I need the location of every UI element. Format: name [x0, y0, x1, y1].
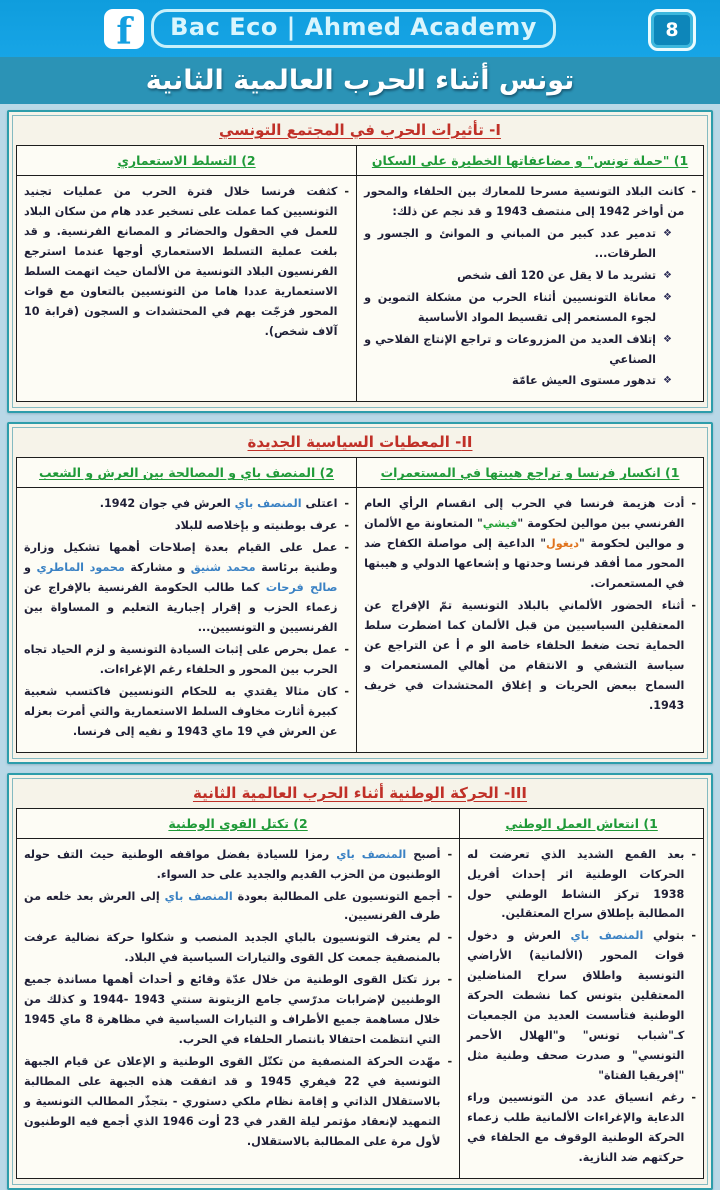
text-run: بعد القمع الشديد الذي تعرضت له الحركات الوطنية اثر إحداث أفريل 1938 تركز النشاط الوطني حول المطالبة بإطلاق سراح المعتقلين. — [467, 847, 685, 921]
diamond-bullet-marker: ❖ — [663, 333, 672, 345]
bullet-text — [364, 494, 684, 594]
column-heading-cell — [357, 146, 704, 176]
dash-bullet-marker: - — [344, 541, 350, 555]
bullet — [467, 1088, 696, 1168]
section-frame — [12, 115, 708, 408]
column-heading: 1) انتعاش العمل الوطني — [505, 815, 658, 831]
bullet-text — [24, 494, 337, 514]
dash-bullet-marker: - — [447, 931, 453, 945]
bullet — [364, 224, 696, 264]
brand-name: Bac Eco | Ahmed Academy — [151, 9, 556, 48]
column-heading: 1) "حملة تونس" و مضاعفاتها الخطيرة على السكان — [371, 153, 689, 168]
dash-bullet-marker: - — [447, 1055, 453, 1068]
text-run: إتلاف العديد من المزروعات و تراجع الإنتاج الفلاحي و الصناعي — [364, 332, 657, 366]
dash-bullet-marker: - — [691, 929, 696, 943]
dash-bullet-marker: - — [691, 497, 696, 511]
highlighted-name: محمد شنيق — [190, 561, 256, 575]
sections-container — [0, 104, 720, 1190]
bullet-text — [24, 970, 440, 1050]
section-frame — [12, 778, 708, 1185]
text-run: كانت البلاد التونسية مسرحا للمعارك بين الحلفاء والمحور من أواخر 1942 إلى منتصف 1943 و قد نجم عن ذلك: — [364, 185, 685, 218]
bullet — [24, 887, 452, 927]
column-content-cell — [17, 838, 460, 1178]
bullet — [24, 640, 349, 680]
text-run: معاناة التونسيين أثناء الحرب من مشكلة التموين و لجوء المستعمر إلى تقسيط المواد الأساسية — [364, 290, 657, 324]
text-run: و — [24, 561, 37, 575]
diamond-bullet-marker: ❖ — [663, 375, 672, 387]
text-run: برز تكتل القوى الوطنية من خلال عدّة وقائع و أحداث أهمها مساندة جميع الوطنيين لإضرابات مدرّسي جامع الزيتونة سنتي 1943 -1944 و كذلك من خلال مساهمة جميع الأطراف و التيارات السياسية في مظاهرة 8 ماي 1945 التي انتظمت احتفالا بانتصار الحلفاء في الحرب. — [24, 973, 441, 1047]
bullet-text — [24, 928, 440, 968]
highlighted-name: المنصف باي — [164, 889, 233, 903]
section-title: III- الحركة الوطنية أثناء الحرب العالمية الثانية — [192, 783, 528, 802]
bullet — [24, 538, 349, 638]
dash-bullet-marker: - — [447, 889, 453, 903]
text-run: فيشي — [482, 517, 518, 531]
bullet-text — [364, 224, 656, 264]
text-run: تدمير عدد كبير من المباني و الموانئ و الجسور و الطرقات... — [364, 226, 657, 260]
bullet-text — [24, 640, 337, 680]
bullet — [24, 182, 349, 342]
section-table — [16, 145, 704, 402]
bullet-text — [24, 538, 337, 638]
highlighted-name: المنصف باي — [570, 929, 644, 943]
dash-bullet-marker: - — [447, 847, 453, 861]
bullet-text — [467, 926, 684, 1086]
bullet — [467, 926, 696, 1086]
dash-bullet-marker: - — [447, 973, 453, 987]
bullet — [364, 182, 696, 222]
bullet — [24, 970, 452, 1050]
text-run: ديغول — [546, 537, 580, 551]
column-content-cell — [17, 488, 357, 752]
bullet-text — [364, 266, 656, 286]
dash-bullet-marker: - — [344, 642, 350, 656]
column-heading: 1) انكسار فرنسا و تراجع هيبتها في المستعمرات — [380, 465, 680, 481]
text-run: رغم انسياق عدد من التونسيين وراء الدعاية والإغراءات الألمانية طلب زعماء الحركة الوطنية الوقوف مع الحلفاء في حركتهم ضد النازية. — [467, 1090, 685, 1164]
bullet-text — [364, 182, 684, 222]
facebook-icon: f — [104, 9, 144, 49]
bullet — [24, 494, 349, 514]
text-run: اعتلى — [301, 497, 338, 511]
highlighted-name: صالح فرحات — [265, 581, 338, 595]
text-run: أصبح — [406, 847, 441, 861]
text-run: تدهور مستوى العيش عامّة — [512, 374, 657, 388]
bullet-text — [24, 1052, 440, 1152]
bullet — [24, 682, 349, 742]
page-title: تونس أثناء الحرب العالمية الثانية — [145, 65, 575, 96]
bullet — [364, 288, 696, 328]
bullet-text — [24, 682, 337, 742]
column-content-cell — [17, 176, 357, 402]
page-title-bar — [0, 57, 720, 104]
text-run: كثفت فرنسا خلال فترة الحرب من عمليات تجنيد التونسيين كما عملت على تسخير عدد هام من سكان البلاد للعمل في الحقول والحضائر و المصانع الفرنسية. و قد بلغت عملية التسلط الاستعماري أوجها عندما استرجع الفرنسيون البلاد التونسية من الألمان حيث اتهمت السلط الاستعمارية عددا هاما من التونسيين بالتعاون مع قوات المحور فزجّت بهم في المحتشدات و السجون (قرابة 10 آلاف شخص). — [24, 185, 338, 338]
text-run: " المتعاونة مع الألمان و موالين لحكومة " — [364, 517, 685, 551]
bullet — [364, 596, 696, 716]
text-run: كما طالب الحكومة الفرنسية بالإفراج عن زعماء الحزب و إقرار إجبارية التعليم و المساواة بين الفرنسيين و التونسيين... — [24, 581, 338, 634]
text-run: عمل على القيام بعدة إصلاحات أهمها تشكيل وزارة وطنية برئاسة — [24, 541, 338, 575]
text-run: عرف بوطنيته و بإخلاصه للبلاد — [174, 519, 338, 533]
text-run: و مشاركة — [124, 561, 191, 575]
text-run: كان مثالا يقتدي به للحكام التونسيين فاكتسب شعبية كبيرة أثارت مخاوف السلط الاستعمارية والتي أمرت بعزله عن العرش في 19 ماي 1943 و نفيه إلى فرنسا. — [24, 684, 338, 738]
diamond-bullet-marker: ❖ — [663, 227, 672, 239]
diamond-bullet-marker: ❖ — [663, 291, 672, 303]
dash-bullet-marker: - — [691, 599, 696, 613]
section-III — [7, 773, 713, 1190]
bullet-text — [364, 596, 684, 716]
text-run: لم يعترف التونسيون بالباي الجديد المنصب و شكلوا حركة نضالية عرفت بالمنصفية جمعت كل القوى والتيارات السياسية في البلاد. — [24, 931, 441, 965]
column-heading-cell — [17, 458, 357, 488]
bullet — [24, 516, 349, 536]
bullet-text — [467, 845, 684, 925]
text-run: أجمع التونسيون على المطالبة بعودة — [232, 889, 441, 903]
dash-bullet-marker: - — [691, 847, 696, 861]
bullet — [467, 845, 696, 925]
text-run: إلى العرش بعد خلعه من طرف الفرنسيين. — [24, 889, 441, 923]
section-I — [7, 110, 713, 413]
bullet-text — [24, 887, 440, 927]
section-table — [16, 808, 704, 1179]
bullet-text — [24, 182, 337, 342]
text-run: أدت هزيمة فرنسا في الحرب إلى انقسام الرأي العام الفرنسي بين موالين لحكومة " — [364, 497, 685, 531]
text-run: بتولي — [643, 929, 685, 943]
brand-plate — [104, 9, 556, 49]
text-run: مهّدت الحركة المنصفية من تكتّل القوى الوطنية و الإعلان عن قيام الجبهة التونسية في 22 فيفري 1945 و قد اتفقت هذه الجبهة على المطالبة بالاستقلال الذاتي و إقامة نظام ملكي دستوري - بتجذّر المطالب التونسية و التمهيد لإنعقاد مؤتمر ليلة القدر في 23 أوت 1946 الذي أجمع فيه الوطنيون لأول مرة على المطالبة بالاستقلال. — [24, 1055, 441, 1148]
column-heading-cell — [17, 146, 357, 176]
column-heading-cell — [460, 808, 704, 838]
dash-bullet-marker: - — [344, 185, 350, 198]
column-heading-cell — [17, 808, 460, 838]
column-heading: 2) تكتل القوى الوطنية — [168, 815, 308, 831]
text-run: " الداعية إلى مواصلة الكفاح ضد المحور مما أفقد فرنسا وحدتها و إشعاعها الدولي و هيبتها في المستعمرات. — [364, 537, 685, 591]
bullet-text — [364, 330, 656, 370]
bullet-text — [24, 845, 440, 885]
bullet-text — [467, 1088, 684, 1168]
page-number-badge — [648, 9, 696, 51]
column-heading: 2) التسلط الاستعماري — [117, 153, 256, 168]
section-II — [7, 422, 713, 763]
bullet — [364, 371, 696, 391]
diamond-bullet-marker: ❖ — [663, 269, 672, 281]
dash-bullet-marker: - — [691, 185, 696, 198]
section-title: II- المعطيات السياسية الجديدة — [247, 433, 473, 452]
column-content-cell — [357, 488, 704, 752]
highlighted-name: المنصف باي — [234, 497, 302, 511]
dash-bullet-marker: - — [344, 684, 350, 698]
text-run: العرش و دخول قوات المحور (الألمانية) الأراضي التونسية واطلاق سراح المناضلين المعتقلين بتونس كما نشطت الحركة الوطنية فتأسست العديد من الجمعيات كـ"شباب تونس" و"الهلال الأحمر التونسي" و صدرت صحف وطنية مثل "إفريقيا الفتاة" — [467, 929, 685, 1082]
text-run: تشريد ما لا يقل عن 120 ألف شخص — [457, 268, 657, 282]
bullet-text — [364, 371, 656, 391]
column-heading: 2) المنصف باي و المصالحة بين العرش و الشعب — [39, 465, 335, 481]
bullet — [364, 494, 696, 594]
highlighted-name: المنصف باي — [336, 847, 407, 861]
section-frame — [12, 427, 708, 758]
text-run: أثناء الحضور الألماني بالبلاد التونسية تمّ الإفراج عن المعتقلين السياسيين من قبل الألمان كما اضطرت سلط الحماية تحت ضغط الحلفاء خاصة الو م أ عن التراجع عن سياسة التشفي و الانتقام من أهالي المستعمرات و السماح ببعض الحريات و إغلاق المحتشدات في خريف 1943. — [364, 599, 685, 712]
text-run: العرش في جوان 1942. — [99, 497, 235, 511]
highlighted-name: محمود الماطري — [36, 561, 125, 575]
bullet — [364, 330, 696, 370]
bullet — [24, 1052, 452, 1152]
column-content-cell — [357, 176, 704, 402]
bullet — [364, 266, 696, 286]
text-run: عمل بحرص على إثبات السيادة التونسية و لزم الحياد تجاه الحرب بين المحور و الحلفاء رغم الإغراءات. — [24, 642, 338, 676]
bullet — [24, 928, 452, 968]
column-content-cell — [460, 838, 704, 1178]
dash-bullet-marker: - — [344, 519, 350, 533]
dash-bullet-marker: - — [691, 1090, 696, 1104]
header-bar — [0, 0, 720, 57]
column-heading-cell — [357, 458, 704, 488]
bullet-text — [364, 288, 656, 328]
section-title: I- تأثيرات الحرب في المجتمع التونسي — [219, 121, 501, 139]
text-run: رمزا للسيادة بفضل مواقفه الوطنية حيث التف حوله الوطنيون من الحزب القديم والجديد على حد السواء. — [24, 847, 441, 881]
bullet-text — [24, 516, 337, 536]
section-table — [16, 457, 704, 752]
page-number: 8 — [665, 19, 679, 41]
dash-bullet-marker: - — [344, 497, 350, 511]
bullet — [24, 845, 452, 885]
